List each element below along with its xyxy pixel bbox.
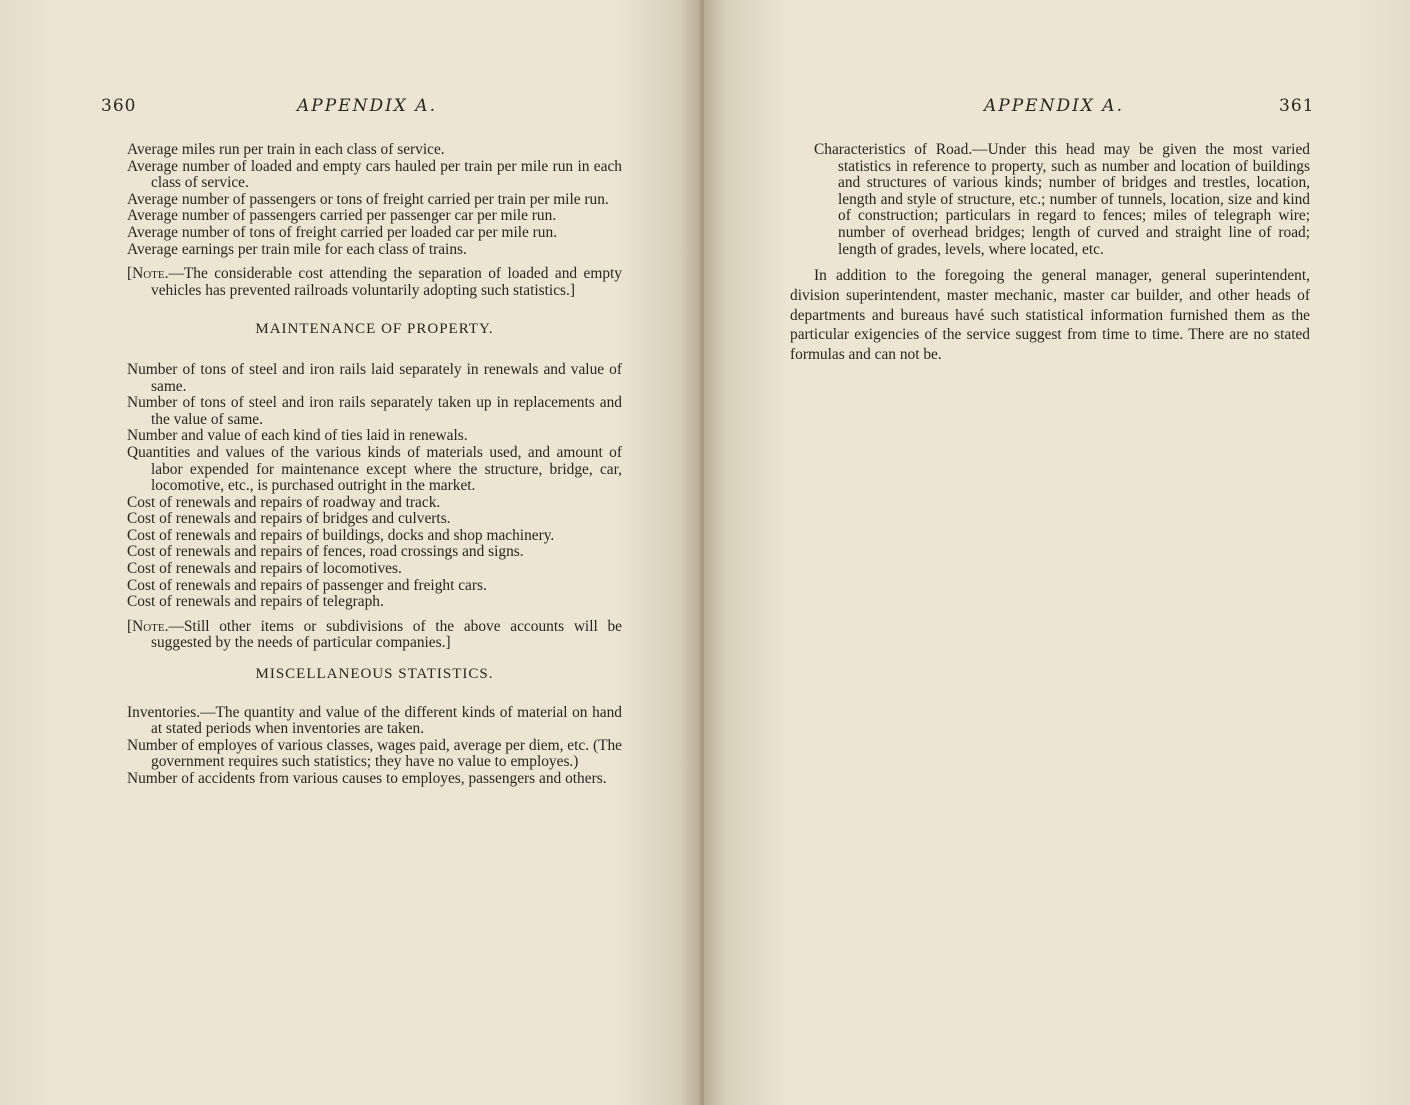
- list-item: Cost of renewals and repairs of telegraph.: [127, 593, 384, 611]
- note-separation: [127, 266, 622, 299]
- list-item: Number of tons of steel and iron rails separately taken up in replacements and the value of same.: [127, 394, 622, 428]
- heading-miscellaneous: MISCELLANEOUS STATISTICS.: [255, 666, 494, 683]
- heading-maintenance: MAINTENANCE OF PROPERTY.: [255, 321, 494, 338]
- note-text: —Still other items or subdivisions of the above accounts will be suggested by the needs of particular companies.]: [151, 617, 622, 652]
- right-text-column: [790, 142, 1310, 365]
- closing-paragraph: In addition to the foregoing the general manager, general superintendent, division superintendent, master mechanic, master car builder, and other heads of departments and bureaus havé such statistical information furnished them as the particular exigencies of the service suggest from time to time. There are no stated formulas and can not be.: [790, 267, 1310, 363]
- list-item: Cost of renewals and repairs of buildings, docks and shop machinery.: [127, 526, 555, 544]
- misc-entries: [127, 705, 622, 788]
- list-item: Average number of tons of freight carried per loaded car per mile run.: [127, 223, 558, 241]
- left-running-head: APPENDIX A.: [297, 96, 437, 116]
- note-text: —The considerable cost attending the separation of loaded and empty vehicles has prevented railroads voluntarily adopting such statistics.]: [151, 265, 622, 299]
- list-item: Cost of renewals and repairs of bridges and culverts.: [127, 510, 451, 528]
- top-entries: [127, 142, 622, 258]
- left-page: [0, 0, 700, 1105]
- note-label: [Note.: [127, 617, 169, 635]
- left-page-number: 360: [101, 96, 137, 116]
- list-item: Cost of renewals and repairs of roadway and track.: [127, 493, 441, 511]
- list-item: Number and value of each kind of ties laid in renewals.: [127, 427, 468, 445]
- note-subdivisions: [127, 619, 622, 652]
- note-label: [Note.: [127, 265, 169, 283]
- list-item: Average number of passengers carried per passenger car per mile run.: [127, 207, 557, 225]
- list-item: Cost of renewals and repairs of locomotives.: [127, 560, 402, 578]
- list-item: Number of employes of various classes, wages paid, average per diem, etc. (The government requires such statistics; they have no value to employes.): [127, 736, 622, 771]
- maintenance-entries: [127, 362, 622, 611]
- list-item: Number of tons of steel and iron rails laid separately in renewals and value of same.: [127, 360, 622, 395]
- right-page: [704, 0, 1410, 1105]
- list-item: Quantities and values of the various kinds of materials used, and amount of labor expended for maintenance except where the structure, bridge, car, locomotive, etc., is purchased outright in the market.: [127, 443, 622, 495]
- entry-characteristics-of-road: Characteristics of Road.—Under this head may be given the most varied statistics in reference to property, such as number and location of buildings and structures of various kinds; number of bridges and trestles, location, length and style of structure, etc.; number of tunnels, location, size and kind of construction; particulars in regard to fences; miles of telegraph wire; number of overhead bridges; length of curved and straight line of road; length of grades, levels, where located, etc.: [814, 141, 1310, 258]
- right-page-number: 361: [1279, 96, 1315, 116]
- list-item: Cost of renewals and repairs of fences, road crossings and signs.: [127, 543, 524, 561]
- list-item: Cost of renewals and repairs of passenger and freight cars.: [127, 576, 487, 594]
- list-item: Average earnings per train mile for each class of trains.: [127, 240, 467, 258]
- list-item: Inventories.—The quantity and value of the different kinds of material on hand at stated periods when inventories are taken.: [127, 703, 622, 738]
- list-item: Number of accidents from various causes to employes, passengers and others.: [127, 770, 607, 787]
- left-text-column: [127, 142, 622, 788]
- list-item: Average miles run per train in each class of service.: [127, 141, 445, 158]
- list-item: Average number of loaded and empty cars hauled per train per mile run in each class of service.: [127, 157, 622, 192]
- list-item: Average number of passengers or tons of freight carried per train per mile run.: [127, 190, 609, 208]
- right-running-head: APPENDIX A.: [984, 96, 1124, 116]
